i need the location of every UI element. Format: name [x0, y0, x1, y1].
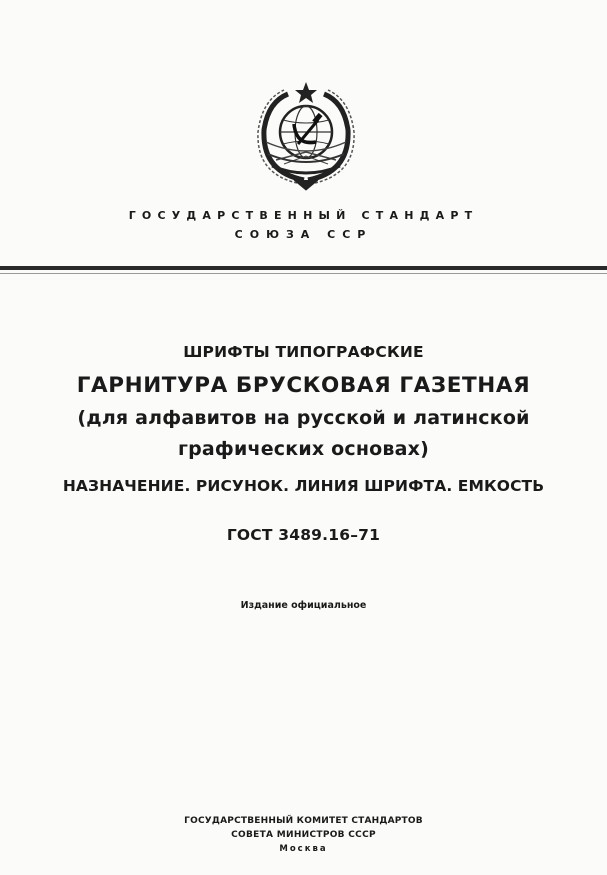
standard-number: ГОСТ 3489.16–71: [226, 526, 381, 544]
footer-city: Москва: [279, 844, 328, 854]
title-category: ШРИФТЫ ТИПОГРАФСКИЕ: [183, 343, 424, 361]
edition-note: Издание официальное: [240, 600, 367, 611]
ussr-state-emblem-icon: [254, 80, 358, 192]
header-line-2: СОЮЗА ССР: [234, 228, 373, 241]
divider-thin: [0, 273, 607, 274]
footer-line-2: СОВЕТА МИНИСТРОВ СССР: [231, 830, 376, 840]
title-subtitle-line-2: графических основах): [177, 438, 430, 460]
title-main: ГАРНИТУРА БРУСКОВАЯ ГАЗЕТНАЯ: [76, 373, 531, 398]
header-line-1: ГОСУДАРСТВЕННЫЙ СТАНДАРТ: [128, 209, 479, 222]
title-contents: НАЗНАЧЕНИЕ. РИСУНОК. ЛИНИЯ ШРИФТА. ЕМКОСТЬ: [62, 477, 545, 495]
title-subtitle-line-1: (для алфавитов на русской и латинской: [77, 407, 530, 429]
divider-thick: [0, 266, 607, 270]
footer-line-1: ГОСУДАРСТВЕННЫЙ КОМИТЕТ СТАНДАРТОВ: [184, 816, 423, 826]
